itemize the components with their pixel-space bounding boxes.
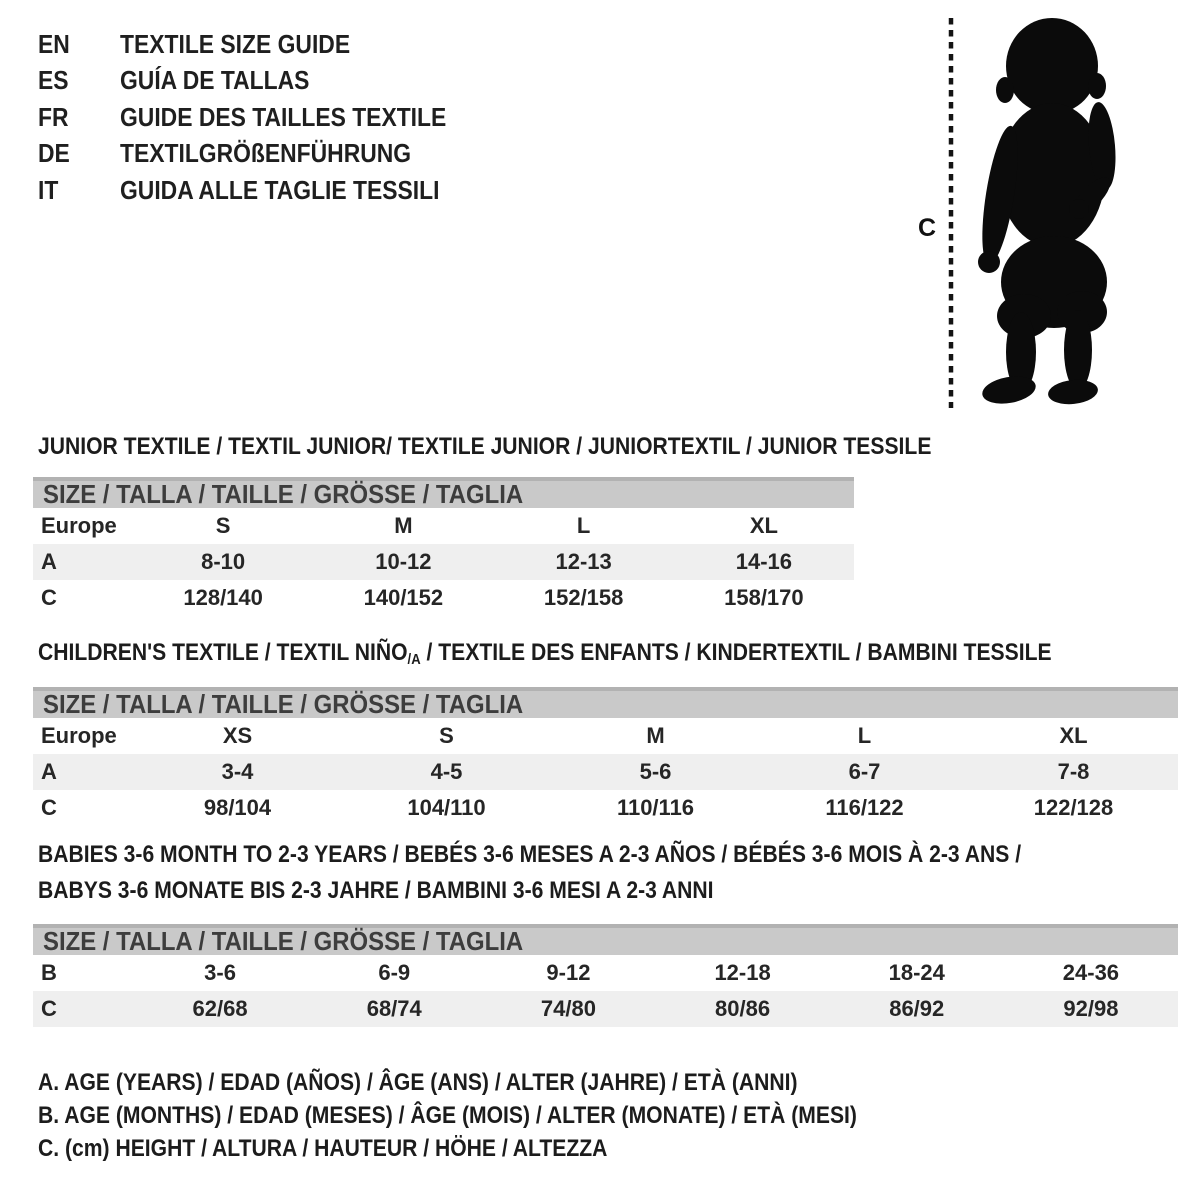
table-cell: 152/158	[543, 585, 624, 610]
table-row	[33, 718, 1178, 754]
table-row	[33, 754, 1178, 790]
table-row	[33, 508, 854, 544]
table-row	[33, 544, 854, 580]
table-cell: 98/104	[203, 795, 272, 820]
table-cell: 12-13	[555, 549, 612, 574]
table-cell: 7-8	[1057, 759, 1090, 784]
row-label: A	[41, 549, 57, 574]
children-title-pre: CHILDREN'S TEXTILE / TEXTIL NIÑO	[38, 639, 408, 666]
toddler-silhouette-icon	[936, 10, 1140, 414]
table-cell: 140/152	[363, 585, 444, 610]
table-cell: 8-10	[201, 549, 246, 574]
legend-note-b: B. AGE (MONTHS) / EDAD (MESES) / ÂGE (MOIS) / ALTER (MONATE) / ETÀ (MESI)	[38, 1101, 857, 1129]
children-title-sub: /A	[407, 652, 421, 669]
table-cell: 74/80	[540, 996, 596, 1021]
table-cell: 68/74	[366, 996, 422, 1021]
language-title: TEXTILE SIZE GUIDE	[120, 28, 351, 59]
table-row	[33, 991, 1178, 1027]
language-title: GUIDA ALLE TAGLIE TESSILI	[120, 174, 440, 205]
table-cell: 128/140	[183, 585, 263, 610]
table-cell: 62/68	[192, 996, 248, 1021]
legend	[38, 1066, 969, 1165]
table-row	[33, 580, 854, 616]
table-cell: 5-6	[639, 759, 672, 784]
language-code: DE	[38, 138, 70, 169]
table-cell: 3-4	[221, 759, 254, 784]
row-label: A	[41, 759, 57, 784]
size-header-text: SIZE / TALLA / TAILLE / GRÖSSE / TAGLIA	[43, 479, 524, 509]
table-cell: M	[394, 513, 413, 538]
babies-size-table	[33, 924, 1178, 1027]
row-label: C	[41, 795, 57, 820]
table-cell: 122/128	[1033, 795, 1114, 820]
size-header-text: SIZE / TALLA / TAILLE / GRÖSSE / TAGLIA	[43, 926, 524, 956]
table-cell: 80/86	[715, 996, 771, 1021]
language-row	[38, 26, 491, 63]
row-label: C	[41, 996, 57, 1021]
table-cell: 18-24	[888, 960, 945, 985]
language-title-list	[38, 26, 491, 209]
table-cell: L	[857, 723, 872, 748]
row-label: C	[41, 585, 57, 610]
language-row	[38, 172, 491, 209]
table-cell: S	[439, 723, 454, 748]
junior-size-table	[33, 477, 854, 616]
language-code: ES	[38, 65, 69, 96]
language-row	[38, 136, 491, 173]
table-cell: M	[646, 723, 665, 748]
row-label: Europe	[41, 513, 117, 538]
size-header-text: SIZE / TALLA / TAILLE / GRÖSSE / TAGLIA	[43, 689, 524, 719]
row-label: B	[41, 960, 57, 985]
table-cell: 4-5	[430, 759, 463, 784]
children-title-post: / TEXTILE DES ENFANTS / KINDERTEXTIL / BAMBINI TESSILE	[420, 639, 1052, 666]
language-title: GUÍA DE TALLAS	[120, 65, 310, 96]
size-header-bar	[33, 687, 1178, 718]
table-cell: 9-12	[546, 960, 591, 985]
table-cell: 14-16	[735, 549, 793, 574]
table-cell: 6-7	[848, 759, 881, 784]
language-row	[38, 99, 491, 136]
table-cell: XS	[222, 723, 253, 748]
table-cell: L	[576, 513, 591, 538]
table-cell: 6-9	[378, 960, 411, 985]
table-cell: 116/122	[825, 795, 904, 820]
table-cell: XL	[1059, 723, 1088, 748]
table-cell: 3-6	[204, 960, 236, 985]
language-title: TEXTILGRÖßENFÜHRUNG	[120, 138, 412, 169]
table-cell: 12-18	[714, 960, 771, 985]
language-code: IT	[38, 174, 59, 205]
language-code: FR	[38, 101, 69, 132]
table-cell: 110/116	[616, 795, 695, 820]
table-cell: 92/98	[1063, 996, 1119, 1021]
table-cell: 10-12	[375, 549, 432, 574]
language-title: GUIDE DES TAILLES TEXTILE	[120, 101, 447, 132]
table-row	[33, 955, 1178, 991]
legend-note-a: A. AGE (YEARS) / EDAD (AÑOS) / ÂGE (ANS) / ALTER (JAHRE) / ETÀ (ANNI)	[38, 1068, 798, 1096]
row-label: Europe	[41, 723, 117, 748]
table-cell: XL	[749, 513, 778, 538]
babies-section-title-line1: BABIES 3-6 MONTH TO 2-3 YEARS / BEBÉS 3-6 MESES A 2-3 AÑOS / BÉBÉS 3-6 MOIS À 2-3 ANS /	[38, 841, 1022, 868]
height-measure-label: C	[918, 214, 937, 242]
babies-section-title-line2: BABYS 3-6 MONATE BIS 2-3 JAHRE / BAMBINI 3-6 MESI A 2-3 ANNI	[38, 877, 714, 904]
junior-section-title: JUNIOR TEXTILE / TEXTIL JUNIOR/ TEXTILE JUNIOR / JUNIORTEXTIL / JUNIOR TESSILE	[38, 433, 932, 460]
legend-note-c: C. (cm) HEIGHT / ALTURA / HAUTEUR / HÖHE / ALTEZZA	[38, 1134, 608, 1162]
table-cell: 24-36	[1062, 960, 1120, 985]
size-header-bar	[33, 477, 854, 508]
language-row	[38, 63, 491, 100]
children-size-table	[33, 687, 1178, 826]
table-cell: 158/170	[724, 585, 804, 610]
size-header-bar	[33, 924, 1178, 955]
table-row	[33, 790, 1178, 826]
toddler-silhouette	[975, 18, 1119, 407]
children-section-title	[38, 641, 1052, 672]
table-cell: 86/92	[889, 996, 945, 1021]
table-cell: S	[215, 513, 231, 538]
table-cell: 104/110	[407, 795, 486, 820]
language-code: EN	[38, 28, 70, 59]
